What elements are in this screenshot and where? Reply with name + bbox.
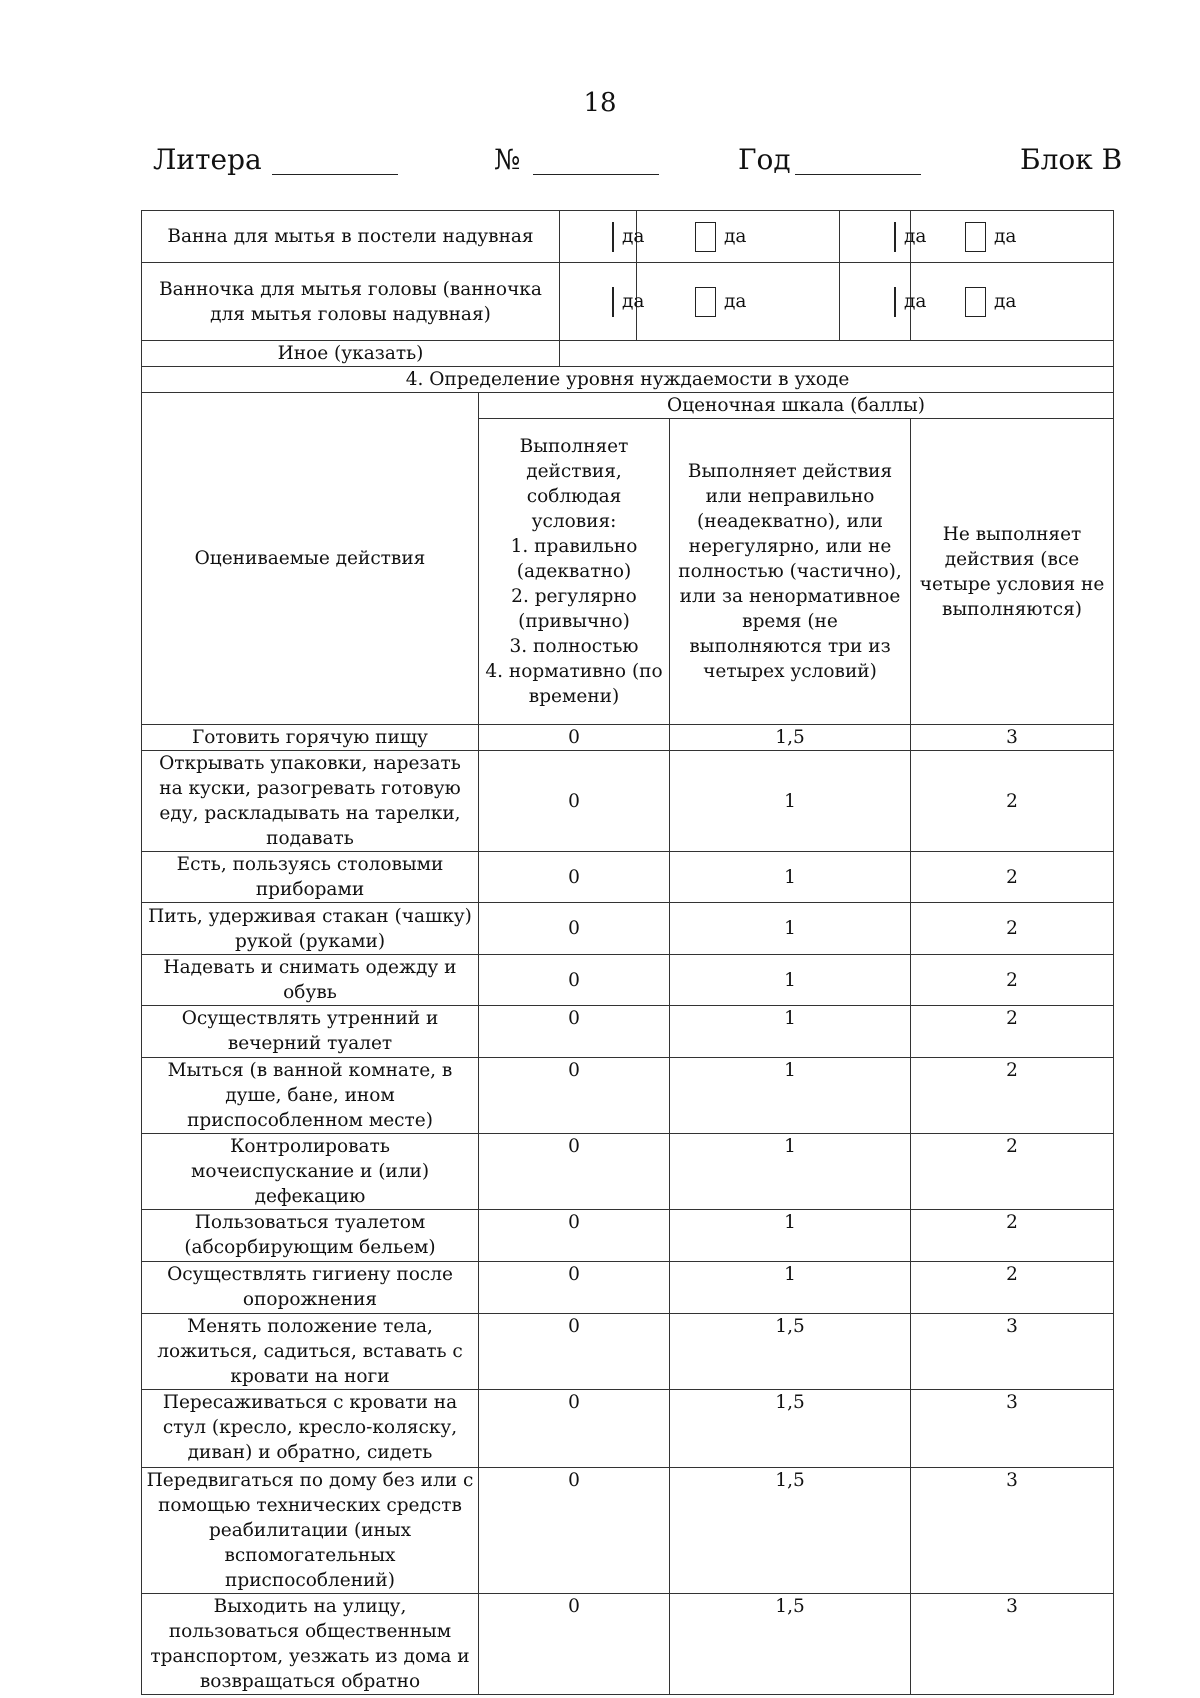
action-row [142, 1210, 1114, 1262]
action-row [142, 1262, 1114, 1314]
scale-col-partial: Выполняет действия или неправильно (неадекватно), или нерегулярно, или не полностью (частично), или за ненормативное время (не выполняются три из четырех условий) [670, 419, 911, 725]
action-row [142, 903, 1114, 955]
action-label: Менять положение тела, ложиться, садиться, вставать с кровати на ноги [142, 1314, 479, 1390]
litera-field[interactable] [272, 174, 398, 175]
scale-col-none: Не выполняет действия (все четыре условия не выполняются) [911, 419, 1114, 725]
score-full: 0 [479, 852, 670, 903]
score-full: 0 [479, 1006, 670, 1058]
checkbox[interactable] [612, 222, 614, 252]
score-full: 0 [479, 1468, 670, 1594]
score-partial: 1 [670, 955, 911, 1006]
score-full: 0 [479, 751, 670, 852]
checkbox-label: да [622, 291, 645, 312]
score-full: 0 [479, 903, 670, 955]
action-row [142, 852, 1114, 903]
score-none: 2 [911, 852, 1114, 903]
section-title: 4. Определение уровня нуждаемости в уходе [142, 367, 1114, 393]
action-row [142, 725, 1114, 751]
number-label: № [494, 143, 521, 176]
score-full: 0 [479, 1262, 670, 1314]
checkbox-label: да [904, 291, 927, 312]
action-label: Готовить горячую пищу [142, 725, 479, 751]
score-none: 3 [911, 1468, 1114, 1594]
scale-header: Оценочная шкала (баллы) [479, 393, 1114, 419]
litera-label: Литера [153, 143, 262, 176]
score-none: 2 [911, 1210, 1114, 1262]
score-none: 2 [911, 903, 1114, 955]
score-none: 3 [911, 1390, 1114, 1468]
number-field[interactable] [533, 174, 659, 175]
score-full: 0 [479, 1390, 670, 1468]
equipment-option[interactable] [637, 211, 840, 263]
equipment-label: Ванночка для мытья головы (ванночка для мытья головы надувная) [142, 263, 560, 341]
action-label: Выходить на улицу, пользоваться общественным транспортом, уезжать из дома и возвращаться обратно [142, 1594, 479, 1695]
score-none: 3 [911, 725, 1114, 751]
checkbox[interactable] [965, 222, 986, 252]
action-row [142, 1390, 1114, 1468]
action-label: Осуществлять утренний и вечерний туалет [142, 1006, 479, 1058]
other-input[interactable] [560, 341, 1114, 367]
action-row [142, 1594, 1114, 1695]
action-row [142, 1006, 1114, 1058]
checkbox-label: да [994, 226, 1017, 247]
score-full: 0 [479, 1210, 670, 1262]
action-label: Передвигаться по дому без или с помощью технических средств реабилитации (иных вспомогательных приспособлений) [142, 1468, 479, 1594]
score-full: 0 [479, 1594, 670, 1695]
score-partial: 1 [670, 1058, 911, 1134]
action-row [142, 1058, 1114, 1134]
score-partial: 1,5 [670, 1314, 911, 1390]
score-none: 2 [911, 1134, 1114, 1210]
action-label: Есть, пользуясь столовыми приборами [142, 852, 479, 903]
action-label: Пересаживаться с кровати на стул (кресло, кресло-коляску, диван) и обратно, сидеть [142, 1390, 479, 1468]
action-label: Осуществлять гигиену после опорожнения [142, 1262, 479, 1314]
care-form-table [141, 210, 1114, 1695]
score-full: 0 [479, 1314, 670, 1390]
score-partial: 1 [670, 1006, 911, 1058]
equipment-option[interactable] [560, 211, 645, 263]
score-partial: 1 [670, 1210, 911, 1262]
scale-col-full: Выполняет действия, соблюдая условия: 1. правильно (адекватно) 2. регулярно (привычно) 3. полностью 4. нормативно (по времени) [479, 419, 670, 725]
checkbox-label: да [622, 226, 645, 247]
score-partial: 1 [670, 751, 911, 852]
score-partial: 1,5 [670, 725, 911, 751]
action-row [142, 955, 1114, 1006]
action-row [142, 1134, 1114, 1210]
score-partial: 1 [670, 903, 911, 955]
score-none: 2 [911, 1262, 1114, 1314]
equipment-option[interactable] [840, 211, 927, 263]
score-none: 2 [911, 1058, 1114, 1134]
action-row [142, 1314, 1114, 1390]
action-label: Надевать и снимать одежду и обувь [142, 955, 479, 1006]
score-none: 3 [911, 1314, 1114, 1390]
score-partial: 1,5 [670, 1594, 911, 1695]
year-field[interactable] [795, 174, 921, 175]
other-row [142, 341, 1114, 367]
action-row [142, 751, 1114, 852]
score-partial: 1,5 [670, 1468, 911, 1594]
equipment-option[interactable] [840, 263, 927, 341]
action-label: Мыться (в ванной комнате, в душе, бане, ином приспособленном месте) [142, 1058, 479, 1134]
scale-header-row [142, 393, 1114, 419]
score-partial: 1,5 [670, 1390, 911, 1468]
score-partial: 1 [670, 1134, 911, 1210]
action-row [142, 1468, 1114, 1594]
action-label: Открывать упаковки, нарезать на куски, разогревать готовую еду, раскладывать на тарелки, подавать [142, 751, 479, 852]
checkbox[interactable] [894, 222, 896, 252]
action-label: Пользоваться туалетом (абсорбирующим бельем) [142, 1210, 479, 1262]
equipment-option[interactable] [637, 263, 840, 341]
score-none: 2 [911, 751, 1114, 852]
score-full: 0 [479, 1058, 670, 1134]
score-partial: 1 [670, 1262, 911, 1314]
action-label: Пить, удерживая стакан (чашку) рукой (руками) [142, 903, 479, 955]
action-label: Контролировать мочеиспускание и (или) дефекацию [142, 1134, 479, 1210]
score-none: 3 [911, 1594, 1114, 1695]
checkbox-label: да [904, 226, 927, 247]
equipment-label: Ванна для мытья в постели надувная [142, 211, 560, 263]
checkbox-label: да [994, 291, 1017, 312]
score-full: 0 [479, 955, 670, 1006]
other-label: Иное (указать) [142, 341, 560, 367]
checkbox[interactable] [894, 287, 896, 317]
equipment-option[interactable] [560, 263, 645, 341]
checkbox[interactable] [695, 222, 716, 252]
equipment-option[interactable] [911, 211, 1114, 263]
block-label: Блок В [1020, 143, 1123, 176]
checkbox[interactable] [965, 287, 986, 317]
equipment-option[interactable] [911, 263, 1114, 341]
score-full: 0 [479, 1134, 670, 1210]
action-header: Оцениваемые действия [142, 393, 479, 725]
checkbox-label: да [724, 226, 747, 247]
year-label: Год [738, 143, 791, 176]
score-none: 2 [911, 955, 1114, 1006]
equipment-row [142, 211, 1114, 263]
score-partial: 1 [670, 852, 911, 903]
score-none: 2 [911, 1006, 1114, 1058]
section-row [142, 367, 1114, 393]
checkbox[interactable] [695, 287, 716, 317]
score-full: 0 [479, 725, 670, 751]
equipment-row [142, 263, 1114, 341]
page-number: 18 [583, 88, 617, 118]
checkbox-label: да [724, 291, 747, 312]
checkbox[interactable] [612, 287, 614, 317]
